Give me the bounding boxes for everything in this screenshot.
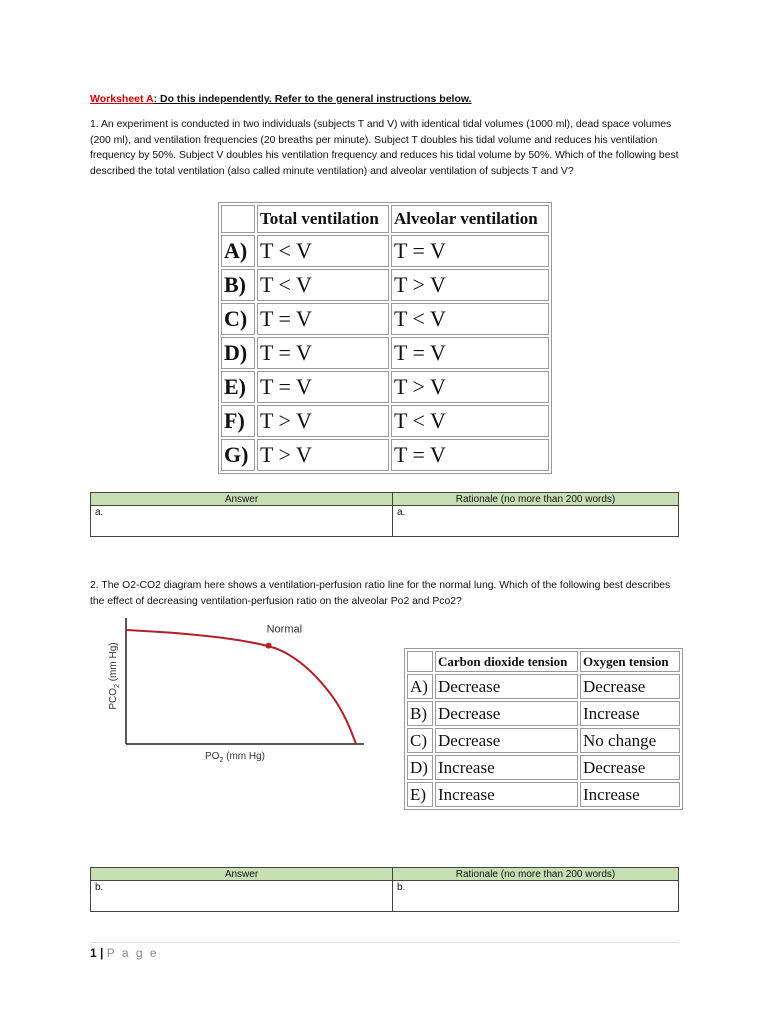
option-letter: E) xyxy=(221,371,255,403)
answer-header: Answer xyxy=(91,868,393,881)
table-row xyxy=(221,303,549,335)
answer-field[interactable]: b. xyxy=(91,881,393,912)
table-cell: T > V xyxy=(391,371,549,403)
rationale-header: Rationale (no more than 200 words) xyxy=(393,868,679,881)
table-header-cell xyxy=(221,205,255,233)
table-cell: Decrease xyxy=(580,755,680,780)
y-axis-label: $PCO_2$ (mm Hg) xyxy=(108,642,121,710)
answer-box-1 xyxy=(90,492,679,537)
table-row xyxy=(407,728,680,753)
table-row xyxy=(221,269,549,301)
option-letter: B) xyxy=(407,701,433,726)
table-header-row xyxy=(407,651,680,672)
footer-divider xyxy=(90,942,679,943)
table-row xyxy=(407,755,680,780)
option-letter: A) xyxy=(407,674,433,699)
table-cell: T = V xyxy=(257,371,389,403)
table-row xyxy=(221,337,549,369)
question-1-options-table xyxy=(218,202,552,474)
option-letter: E) xyxy=(407,782,433,807)
table-cell: Decrease xyxy=(435,728,578,753)
page-number: 1 xyxy=(90,946,97,960)
question-2-text: 2. The O2-CO2 diagram here shows a ventilation-perfusion ratio line for the normal lung. Which of the following best describes the effect of decreasing ventilation-perfusion ratio on the alveolar Po2 and Pco2? xyxy=(90,580,671,607)
rationale-field[interactable]: a. xyxy=(393,506,679,537)
table-cell: Increase xyxy=(580,782,680,807)
table-header-cell xyxy=(407,651,433,672)
page-label: P a g e xyxy=(106,946,159,960)
option-letter: C) xyxy=(221,303,255,335)
option-letter: F) xyxy=(221,405,255,437)
table-cell: T < V xyxy=(257,269,389,301)
table-row xyxy=(407,674,680,699)
table-cell: Decrease xyxy=(435,674,578,699)
vq-chart xyxy=(100,608,370,768)
table-cell: T = V xyxy=(391,439,549,471)
table-cell: Increase xyxy=(435,755,578,780)
worksheet-heading xyxy=(90,93,472,105)
table-cell: T > V xyxy=(257,405,389,437)
page-footer xyxy=(90,946,159,960)
table-cell: T > V xyxy=(391,269,549,301)
footer-separator: | xyxy=(100,946,104,960)
option-letter: A) xyxy=(221,235,255,267)
option-letter: D) xyxy=(407,755,433,780)
table-cell: T > V xyxy=(257,439,389,471)
table-cell: Decrease xyxy=(435,701,578,726)
table-cell: No change xyxy=(580,728,680,753)
table-cell: Decrease xyxy=(580,674,680,699)
worksheet-instructions: : Do this independently. Refer to the general instructions below. xyxy=(153,93,472,105)
table-cell: T < V xyxy=(257,235,389,267)
table-row xyxy=(221,439,549,471)
question-1-text: 1. An experiment is conducted in two individuals (subjects T and V) with identical tidal volumes (1000 ml), dead space volumes (200 ml), and ventilation frequencies (20 breaths per minute). Subject T doubles his tidal volume and reduces his ventilation frequency by 50%. Subject V doubles his ventilation frequency and reduces his tidal volume by 50%. Which of the following best described the total ventilation (also called minute ventilation) and alveolar ventilation of subjects T and V? xyxy=(90,119,679,177)
table-row xyxy=(221,405,549,437)
rationale-field[interactable]: b. xyxy=(393,881,679,912)
table-header-cell: Alveolar ventilation xyxy=(391,205,549,233)
table-header-cell: Total ventilation xyxy=(257,205,389,233)
answer-field[interactable]: a. xyxy=(91,506,393,537)
option-letter: C) xyxy=(407,728,433,753)
answer-box-2 xyxy=(90,867,679,912)
worksheet-label: Worksheet A xyxy=(90,93,154,105)
table-cell: Increase xyxy=(435,782,578,807)
table-cell: T < V xyxy=(391,405,549,437)
table-row xyxy=(407,701,680,726)
table-row xyxy=(221,235,549,267)
option-letter: G) xyxy=(221,439,255,471)
rationale-header: Rationale (no more than 200 words) xyxy=(393,493,679,506)
table-cell: T < V xyxy=(391,303,549,335)
table-cell: T = V xyxy=(257,337,389,369)
table-header-cell: Oxygen tension xyxy=(580,651,680,672)
answer-header: Answer xyxy=(91,493,393,506)
table-row xyxy=(221,371,549,403)
question-2-options-table xyxy=(404,648,683,810)
vq-curve xyxy=(126,630,356,744)
table-cell: Increase xyxy=(580,701,680,726)
table-header-cell: Carbon dioxide tension xyxy=(435,651,578,672)
table-row xyxy=(407,782,680,807)
table-cell: T = V xyxy=(391,337,549,369)
table-cell: T = V xyxy=(391,235,549,267)
table-cell: T = V xyxy=(257,303,389,335)
x-axis-label: $PO_2$ (mm Hg) xyxy=(204,751,266,764)
table-header-row xyxy=(221,205,549,233)
normal-label: Normal xyxy=(266,623,303,636)
normal-point-marker xyxy=(266,643,272,649)
option-letter: B) xyxy=(221,269,255,301)
option-letter: D) xyxy=(221,337,255,369)
